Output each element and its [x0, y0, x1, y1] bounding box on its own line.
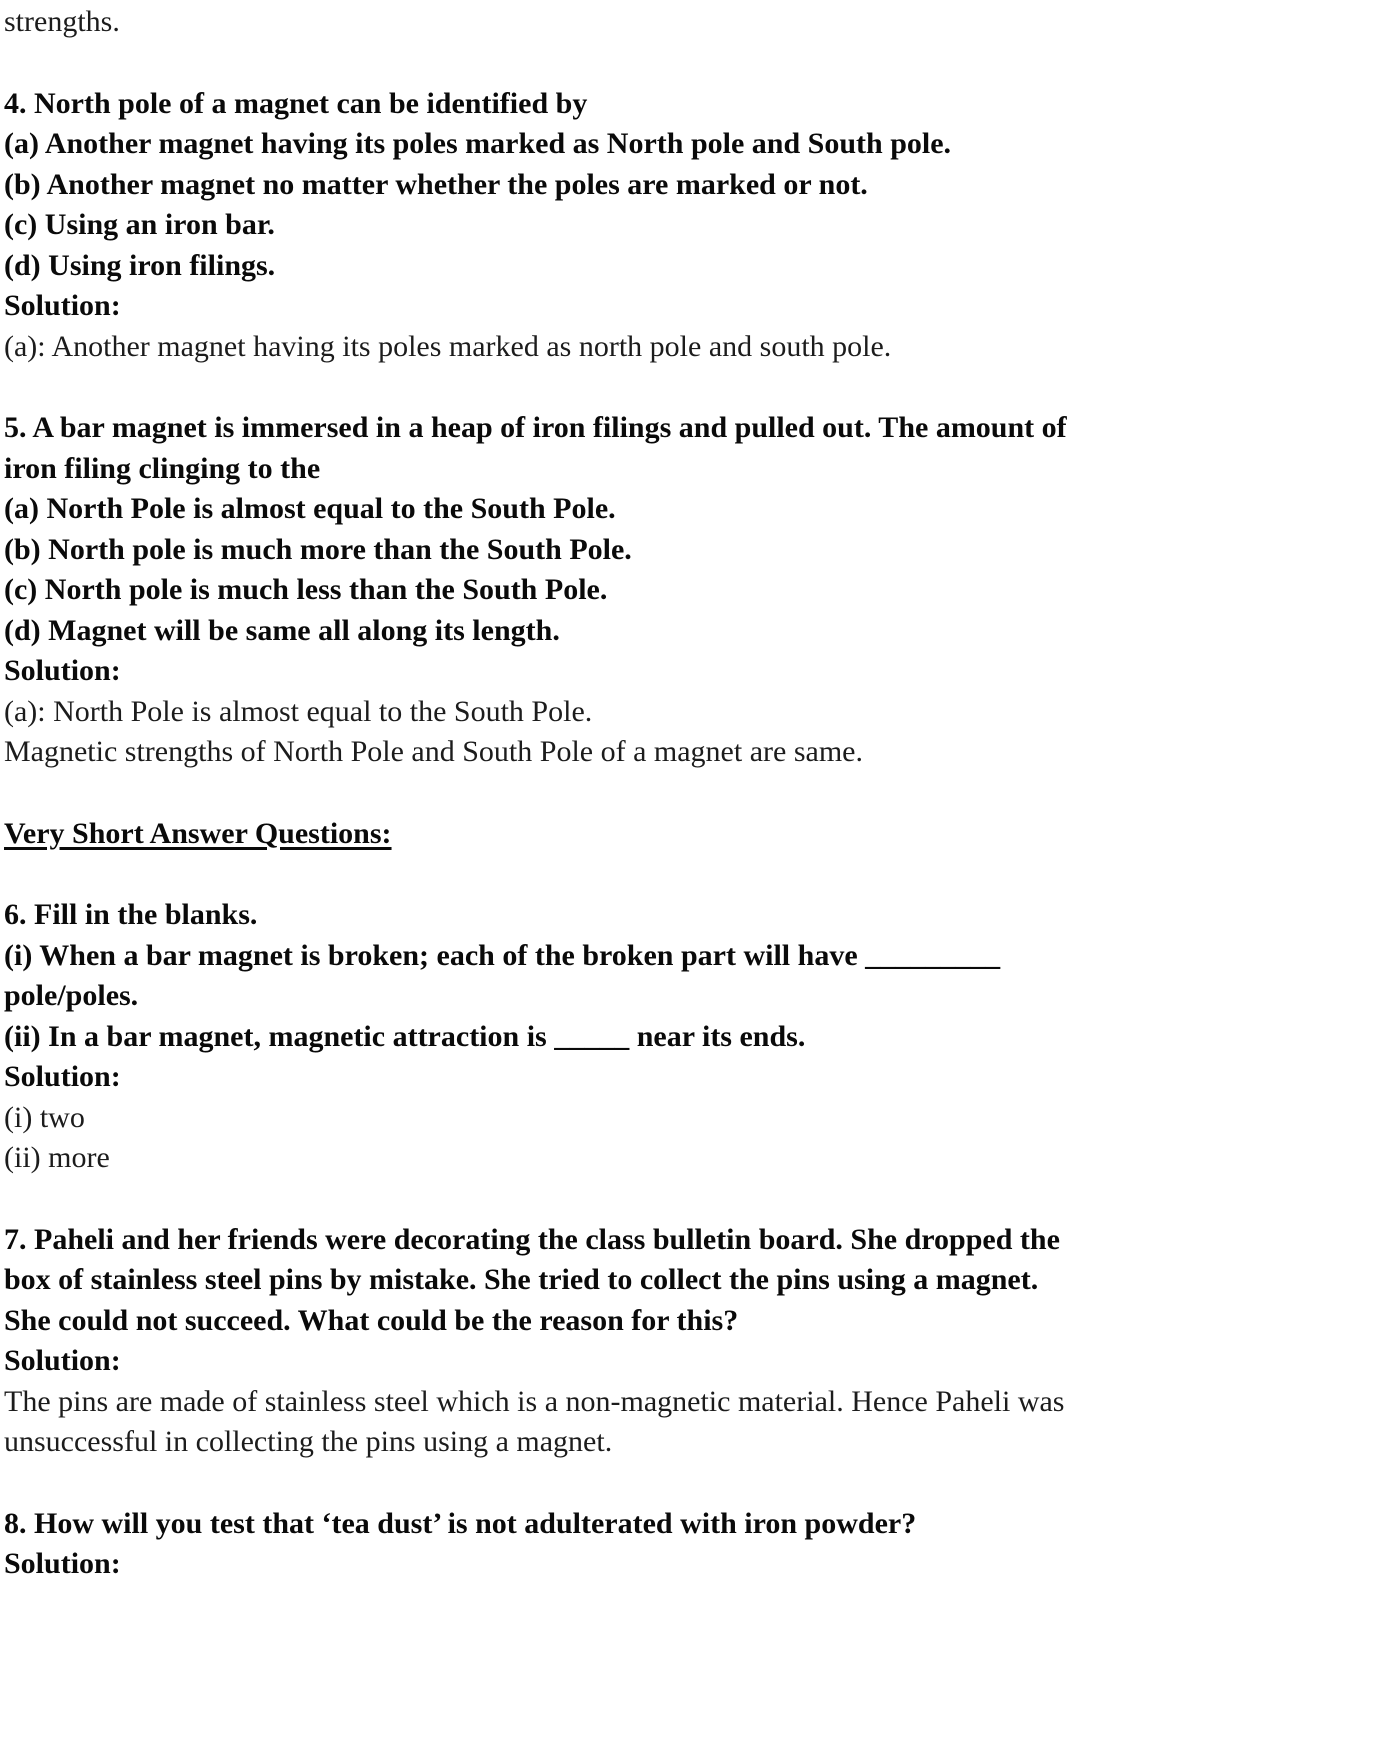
question-8-solution-label: Solution: [4, 1547, 121, 1580]
question-5-text-line-1: 5. A bar magnet is immersed in a heap of iron filings and pulled out. The amount of [4, 411, 1067, 444]
question-7-solution-text-line-1: The pins are made of stainless steel which is a non-magnetic material. Hence Paheli was [4, 1384, 1065, 1418]
question-6-solution-ii: (ii) more [4, 1141, 110, 1174]
question-5-solution-label: Solution: [4, 654, 121, 687]
question-6-sub-i-line-2: pole/poles. [4, 979, 139, 1012]
question-5-solution-text-line-2: Magnetic strengths of North Pole and South Pole of a magnet are same. [4, 735, 863, 768]
question-6-solution-i: (i) two [4, 1100, 85, 1134]
question-4-option-d: (d) Using iron filings. [4, 248, 276, 282]
question-6-solution-label: Solution: [4, 1060, 121, 1093]
section-heading-block [4, 814, 1380, 855]
intro-fragment-block [4, 2, 1380, 43]
question-5-option-c: (c) North pole is much less than the South Pole. [4, 573, 608, 606]
question-7-text-line-2: box of stainless steel pins by mistake. She tried to collect the pins using a magnet. [4, 1263, 1039, 1296]
question-7-text-line-3: She could not succeed. What could be the reason for this? [4, 1303, 739, 1337]
question-5-text-line-2: iron filing clinging to the [4, 451, 321, 485]
question-8-block [4, 1504, 1380, 1585]
question-5-block [4, 408, 1380, 773]
question-4-option-c: (c) Using an iron bar. [4, 208, 275, 241]
question-5-option-d: (d) Magnet will be same all along its length. [4, 613, 560, 647]
question-4-option-a: (a) Another magnet having its poles marked as North pole and South pole. [4, 127, 952, 160]
question-4-text: 4. North pole of a magnet can be identified by [4, 86, 588, 120]
question-6-block [4, 895, 1380, 1179]
question-6-sub-ii: (ii) In a bar magnet, magnetic attraction is _____ near its ends. [4, 1019, 806, 1053]
question-4-solution-label: Solution: [4, 289, 121, 322]
question-7-block [4, 1220, 1380, 1463]
question-6-sub-i-line-1: (i) When a bar magnet is broken; each of the broken part will have _________ [4, 938, 1001, 972]
question-4-option-b: (b) Another magnet no matter whether the poles are marked or not. [4, 167, 868, 201]
question-7-solution-text-line-2: unsuccessful in collecting the pins using a magnet. [4, 1425, 613, 1458]
question-4-block [4, 84, 1380, 368]
question-8-text: 8. How will you test that ‘tea dust’ is not adulterated with iron powder? [4, 1506, 917, 1540]
question-5-option-a: (a) North Pole is almost equal to the South Pole. [4, 492, 616, 525]
question-6-text: 6. Fill in the blanks. [4, 898, 258, 931]
question-4-solution-text: (a): Another magnet having its poles marked as north pole and south pole. [4, 329, 892, 363]
question-5-solution-text-line-1: (a): North Pole is almost equal to the South Pole. [4, 694, 593, 728]
section-heading: Very Short Answer Questions: [4, 816, 392, 850]
intro-fragment-text: strengths. [4, 5, 120, 38]
question-5-option-b: (b) North pole is much more than the South Pole. [4, 532, 632, 566]
question-7-text-line-1: 7. Paheli and her friends were decorating the class bulletin board. She dropped the [4, 1222, 1060, 1256]
question-7-solution-label: Solution: [4, 1344, 121, 1377]
